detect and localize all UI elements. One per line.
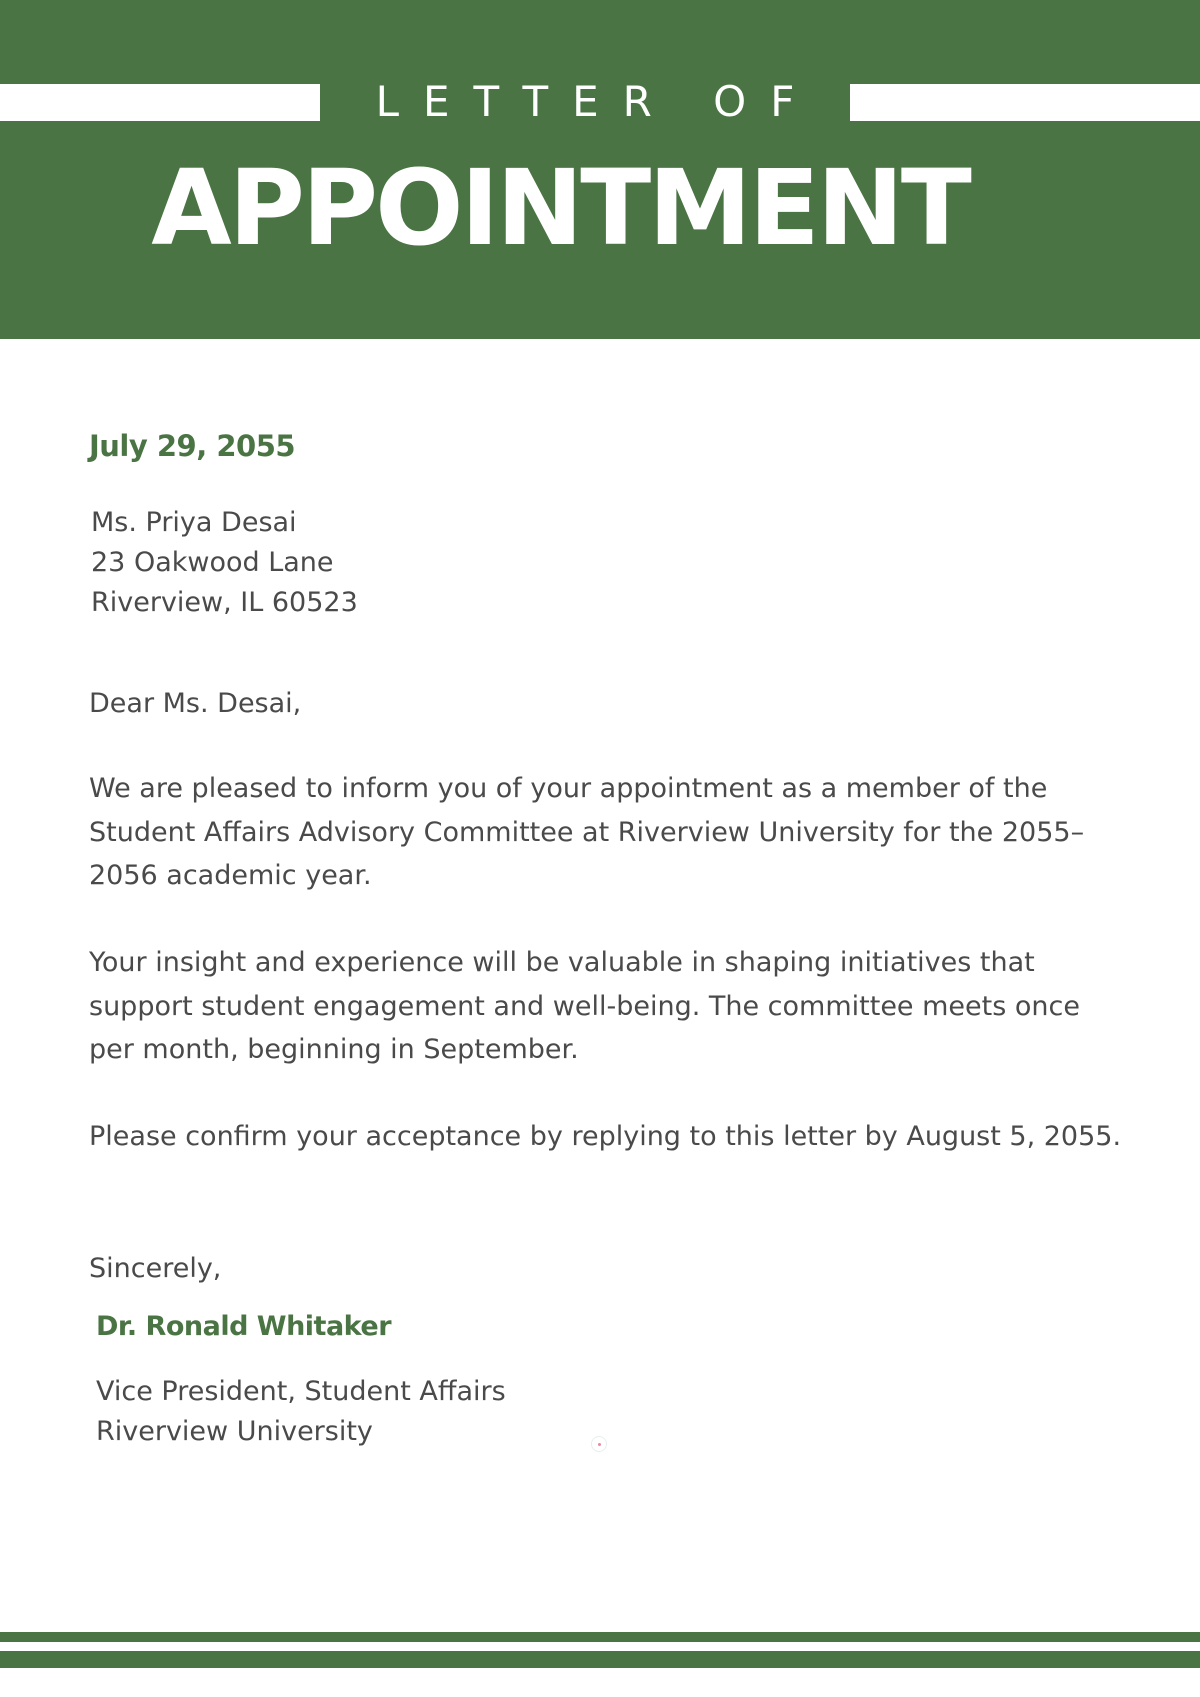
footer-rule-top	[0, 1632, 1200, 1642]
signer-organization: Riverview University	[96, 1416, 373, 1447]
signer-name: Dr. Ronald Whitaker	[96, 1311, 392, 1342]
body-paragraph: Your insight and experience will be valuable in shaping initiatives that support student engagement and well-being. The committee meets once per month, beginning in September.	[89, 947, 1080, 1065]
signer-info	[96, 1372, 506, 1452]
header-stripe-right	[850, 84, 1200, 121]
header-kicker: LETTER OF	[375, 77, 819, 126]
letter-date: July 29, 2055	[89, 429, 296, 463]
signer-title: Vice President, Student Affairs	[96, 1376, 506, 1407]
body-paragraph: Please confirm your acceptance by replying to this letter by August 5, 2055.	[89, 1121, 1122, 1152]
header-banner	[0, 0, 1200, 339]
footer-rule-bottom	[0, 1651, 1200, 1668]
closing: Sincerely,	[89, 1253, 222, 1284]
recipient-address	[91, 503, 358, 623]
recipient-name: Ms. Priya Desai	[91, 507, 297, 538]
page-title: APPOINTMENT	[151, 147, 969, 269]
body-paragraph: We are pleased to inform you of your appointment as a member of the Student Affairs Advisory Committee at Riverview University for the 2055–2056 academic year.	[89, 773, 1085, 891]
cursor-dot-icon	[591, 1436, 607, 1452]
salutation: Dear Ms. Desai,	[89, 688, 302, 719]
recipient-street: 23 Oakwood Lane	[91, 547, 334, 578]
recipient-city: Riverview, IL 60523	[91, 587, 358, 618]
header-stripe-left	[0, 84, 320, 121]
